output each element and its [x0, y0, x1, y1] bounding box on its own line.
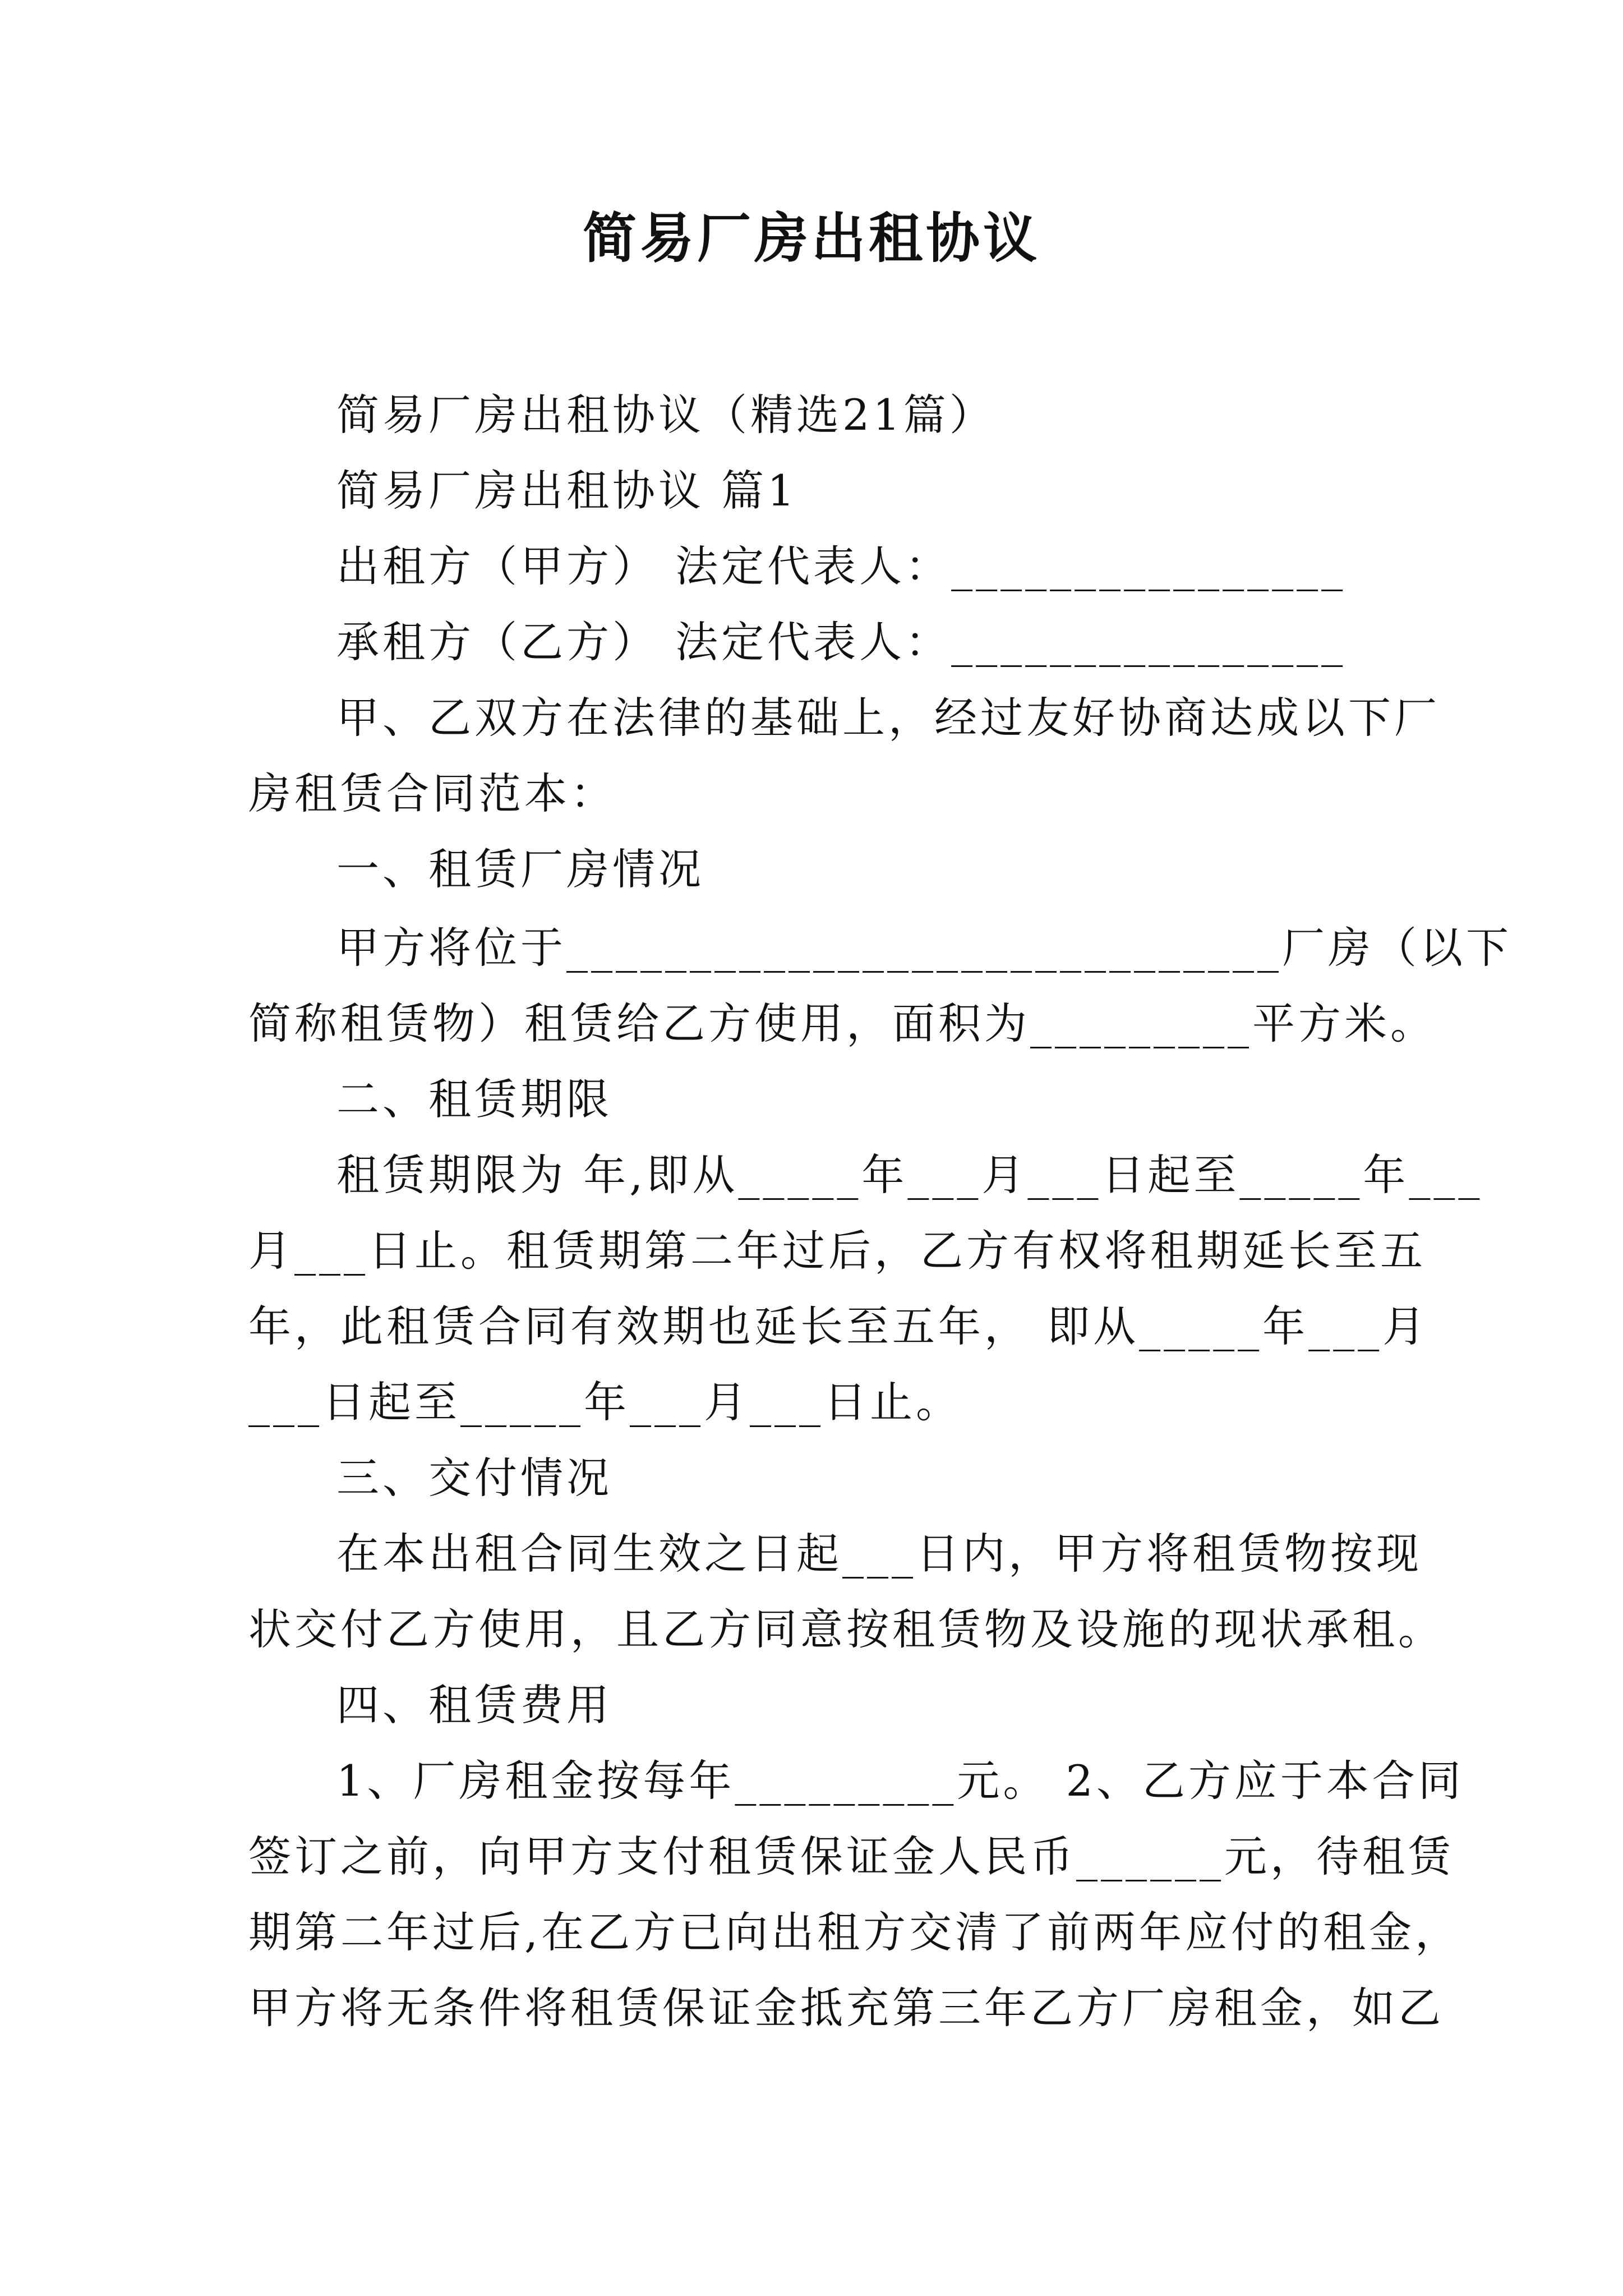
subtitle-line: 简易厂房出租协议（精选21篇） — [336, 390, 995, 440]
paragraph-line: 期第二年过后,在乙方已向出租方交清了前两年应付的租金， — [248, 1907, 1461, 1957]
paragraph-line: ___日起至_____年___月___日止。 — [248, 1377, 962, 1427]
clause-heading: 二、租赁期限 — [336, 1074, 612, 1124]
clause-heading: 四、租赁费用 — [336, 1680, 612, 1730]
paragraph-line: 甲方将位于_____________________________厂房（以下 — [336, 923, 1512, 973]
lessor-line: 出租方（甲方） 法定代表人：________________ — [336, 541, 1347, 591]
paragraph-line: 月___日止。租赁期第二年过后，乙方有权将租期延长至五 — [248, 1226, 1426, 1276]
document-title: 简易厂房出租协议 — [583, 206, 1040, 270]
lessee-line: 承租方（乙方） 法定代表人：________________ — [336, 617, 1347, 667]
paragraph-line: 签订之前，向甲方支付租赁保证金人民币______元，待租赁 — [248, 1832, 1454, 1881]
paragraph-line: 状交付乙方使用，且乙方同意按租赁物及设施的现状承租。 — [248, 1604, 1444, 1654]
clause-heading: 三、交付情况 — [336, 1453, 612, 1503]
paragraph-line: 年，此租赁合同有效期也延长至五年， 即从_____年___月 — [248, 1301, 1429, 1351]
paragraph-line: 在本出租合同生效之日起___日内，甲方将租赁物按现 — [336, 1529, 1422, 1579]
paragraph-line: 房租赁合同范本： — [248, 769, 616, 818]
paragraph-line: 甲、乙双方在法律的基础上，经过友好协商达成以下厂 — [336, 693, 1440, 743]
paragraph-line: 1、厂房租金按每年_________元。 2、乙方应于本合同 — [336, 1756, 1464, 1806]
paragraph-line: 甲方将无条件将租赁保证金抵充第三年乙方厂房租金，如乙 — [248, 1983, 1444, 2033]
paragraph-line: 简称租赁物）租赁给乙方使用，面积为_________平方米。 — [248, 999, 1436, 1048]
paragraph-line: 租赁期限为 年,即从_____年___月___日起至_____年___ — [336, 1150, 1483, 1200]
section-heading-line: 简易厂房出租协议 篇1 — [336, 466, 798, 516]
clause-heading: 一、租赁厂房情况 — [336, 844, 704, 894]
